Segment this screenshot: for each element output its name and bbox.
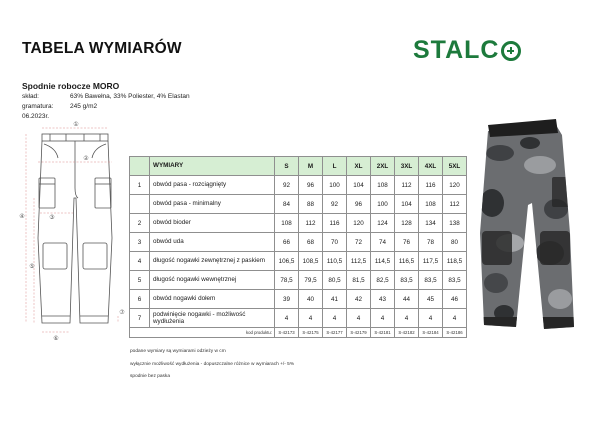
row-value: 83,5 [395, 271, 419, 290]
size-header: 2XL [371, 157, 395, 176]
table-row [130, 195, 467, 214]
size-header: 4XL [419, 157, 443, 176]
row-value: 96 [347, 195, 371, 214]
row-value: 108 [419, 195, 443, 214]
table-row [130, 290, 467, 309]
row-number: 2 [130, 214, 150, 233]
product-code: S-42182 [395, 328, 419, 338]
row-value: 84 [275, 195, 299, 214]
header-label: WYMIARY [150, 157, 275, 176]
row-description: długość nogawki wewnętrznej [150, 271, 275, 290]
notes [130, 346, 294, 384]
size-header: 5XL [443, 157, 467, 176]
row-value: 4 [323, 309, 347, 328]
row-description: długość nogawki zewnętrznej z paskiem [150, 252, 275, 271]
row-value: 68 [299, 233, 323, 252]
product-code: S-42173 [275, 328, 299, 338]
row-value: 46 [443, 290, 467, 309]
row-value: 40 [299, 290, 323, 309]
row-value: 108 [371, 176, 395, 195]
row-value: 100 [371, 195, 395, 214]
row-value: 72 [347, 233, 371, 252]
row-value: 92 [323, 195, 347, 214]
trousers-product-photo [470, 113, 580, 333]
page-title: TABELA WYMIARÓW [22, 40, 182, 57]
table-row [130, 271, 467, 290]
row-value: 108,5 [299, 252, 323, 271]
spec-weight [22, 103, 322, 112]
row-value: 104 [347, 176, 371, 195]
table-row [130, 309, 467, 328]
row-value: 128 [395, 214, 419, 233]
row-value: 100 [323, 176, 347, 195]
row-value: 112 [299, 214, 323, 233]
size-header: 3XL [395, 157, 419, 176]
row-value: 112 [443, 195, 467, 214]
row-number [130, 195, 150, 214]
row-description: obwód bioder [150, 214, 275, 233]
note-line: spodnie bez paska [130, 374, 171, 379]
row-value: 45 [419, 290, 443, 309]
row-value: 44 [395, 290, 419, 309]
product-code: S-42177 [323, 328, 347, 338]
note-line: wyłącznie możliwość wydłużenia - dopuszczalne różnice w wymiarach +/- 5% [130, 361, 295, 367]
row-value: 92 [275, 176, 299, 195]
product-code: S-42175 [299, 328, 323, 338]
row-value: 74 [371, 233, 395, 252]
row-value: 138 [443, 214, 467, 233]
row-number: 4 [130, 252, 150, 271]
row-value: 114,5 [371, 252, 395, 271]
row-number: 5 [130, 271, 150, 290]
row-value: 39 [275, 290, 299, 309]
row-value: 118,5 [443, 252, 467, 271]
row-value: 124 [371, 214, 395, 233]
row-value: 116 [419, 176, 443, 195]
product-code: S-42179 [347, 328, 371, 338]
drawing-label-6: ⑥ [53, 335, 59, 342]
row-number: 7 [130, 309, 150, 328]
row-value: 66 [275, 233, 299, 252]
table-row [130, 214, 467, 233]
row-value: 110,5 [323, 252, 347, 271]
note-line: podane wymiary są wymiarami odzieży w cm [130, 349, 226, 354]
row-value: 134 [419, 214, 443, 233]
drawing-label-1: ① [73, 121, 79, 128]
document-date: 06.2023r. [22, 113, 50, 120]
size-header: L [323, 157, 347, 176]
row-value: 96 [299, 176, 323, 195]
product-code: S-42181 [371, 328, 395, 338]
row-value: 4 [371, 309, 395, 328]
row-value: 88 [299, 195, 323, 214]
spec-key: gramatura: [22, 103, 54, 110]
row-value: 70 [323, 233, 347, 252]
row-value: 78 [419, 233, 443, 252]
product-code: S-42186 [443, 328, 467, 338]
row-description: obwód nogawki dołem [150, 290, 275, 309]
row-value: 112,5 [347, 252, 371, 271]
logo-plus-o-icon [501, 41, 521, 61]
row-description: obwód uda [150, 233, 275, 252]
row-number: 3 [130, 233, 150, 252]
size-header: M [299, 157, 323, 176]
table-row [130, 176, 467, 195]
row-value: 79,5 [299, 271, 323, 290]
row-value: 83,5 [419, 271, 443, 290]
size-table [129, 156, 467, 338]
row-value: 106,5 [275, 252, 299, 271]
drawing-label-5: ⑤ [29, 263, 35, 270]
row-number: 1 [130, 176, 150, 195]
trousers-technical-drawing [6, 118, 126, 350]
stalco-logo [413, 36, 521, 65]
row-value: 4 [395, 309, 419, 328]
row-value: 117,5 [419, 252, 443, 271]
row-number: 6 [130, 290, 150, 309]
header-no-cell [130, 157, 150, 176]
row-description: obwód pasa - minimalny [150, 195, 275, 214]
row-value: 112 [395, 176, 419, 195]
size-header: S [275, 157, 299, 176]
table-row [130, 252, 467, 271]
spec-value: 63% Bawełna, 33% Poliester, 4% Elastan [70, 93, 190, 100]
row-value: 41 [323, 290, 347, 309]
product-name: Spodnie robocze MORO [22, 81, 120, 91]
row-value: 4 [275, 309, 299, 328]
row-value: 116 [323, 214, 347, 233]
row-description: obwód pasa - rozciągnięty [150, 176, 275, 195]
row-value: 82,5 [371, 271, 395, 290]
row-value: 80,5 [323, 271, 347, 290]
row-description: podwinięcie nogawki - możliwość wydłużenia [150, 309, 275, 328]
drawing-label-3: ③ [49, 214, 55, 221]
row-value: 42 [347, 290, 371, 309]
product-codes-row [130, 328, 467, 338]
row-value: 4 [299, 309, 323, 328]
codes-label: kod produktu: [130, 328, 275, 338]
row-value: 120 [443, 176, 467, 195]
spec-value: 245 g/m2 [70, 103, 98, 110]
drawing-label-2: ② [83, 155, 89, 162]
drawing-label-4: ④ [19, 213, 25, 220]
row-value: 4 [443, 309, 467, 328]
row-value: 78,5 [275, 271, 299, 290]
row-value: 81,5 [347, 271, 371, 290]
size-header: XL [347, 157, 371, 176]
product-code: S-42184 [419, 328, 443, 338]
table-header-row [130, 157, 467, 176]
table-row [130, 233, 467, 252]
row-value: 104 [395, 195, 419, 214]
row-value: 76 [395, 233, 419, 252]
row-value: 80 [443, 233, 467, 252]
logo-text: STALC [413, 36, 500, 64]
row-value: 83,5 [443, 271, 467, 290]
row-value: 4 [347, 309, 371, 328]
row-value: 4 [419, 309, 443, 328]
spec-composition [22, 93, 322, 102]
drawing-label-7: ⑦ [119, 309, 125, 316]
spec-key: skład: [22, 93, 39, 100]
row-value: 120 [347, 214, 371, 233]
row-value: 108 [275, 214, 299, 233]
row-value: 116,5 [395, 252, 419, 271]
row-value: 43 [371, 290, 395, 309]
